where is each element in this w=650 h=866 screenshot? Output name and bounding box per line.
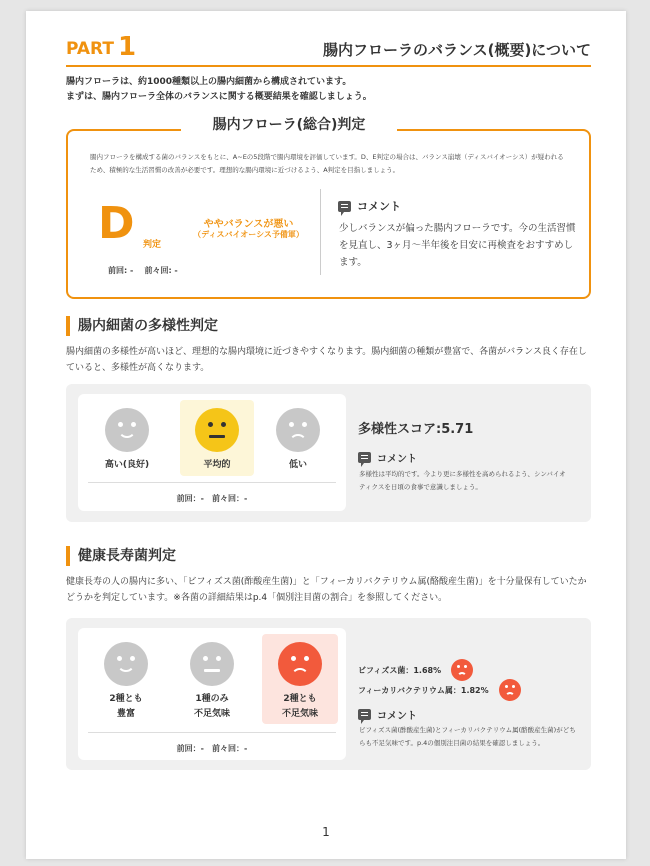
- divider: [320, 189, 321, 275]
- part-label: PART 1: [66, 32, 137, 62]
- page-title: 腸内フローラのバランス(概要)について: [323, 41, 591, 59]
- diversity-section-title: 腸内細菌の多様性判定: [66, 316, 218, 336]
- longevity-option-one-lacking: 1種のみ 不足気味: [176, 634, 248, 724]
- longevity-option-both-rich: 2種とも 豊富: [90, 634, 162, 724]
- longevity-comment: ビフィズス菌(酢酸産生菌)とフィーカリバクテリウム属(酪酸産生菌)がどちらも不足気味です。p.4の個別注目菌の結果を確認しましょう。: [359, 726, 576, 747]
- longevity-option-both-lacking: 2種とも 不足気味: [262, 634, 338, 724]
- longevity-rating-card: [78, 628, 346, 760]
- smile-face-icon: [105, 408, 149, 452]
- diversity-option-high: 高い(良好): [93, 400, 161, 476]
- grade-status: ややバランスが悪い: [203, 219, 294, 230]
- diversity-score: 多様性スコア:5.71: [358, 422, 474, 437]
- grade-letter: D: [98, 198, 135, 249]
- diversity-option-average: 平均的: [180, 400, 254, 476]
- diversity-comment: 多様性は平均的です。今より更に多様性を高められるよう、シンバイオティクスを日頃の食事で意識しましょう。: [359, 470, 566, 491]
- sad-face-icon: [499, 679, 521, 701]
- overall-judgement-box: [66, 129, 591, 299]
- comment-header: コメント: [358, 707, 417, 722]
- divider: [88, 732, 336, 733]
- grade-label: 判定: [143, 240, 162, 250]
- neutral-face-icon: [190, 642, 234, 686]
- comment-icon: [358, 452, 371, 463]
- longevity-history: 前回：- 前々回：-: [176, 744, 248, 753]
- smile-face-icon: [104, 642, 148, 686]
- comment-icon: [358, 709, 371, 720]
- report-page: [26, 11, 626, 859]
- sad-face-icon: [278, 642, 322, 686]
- bifidobacteria-result: ビフィズス菌：1.68%: [358, 659, 473, 681]
- longevity-description: 健康長寿の人の腸内に多い、「ビフィズス菌(酢酸産生菌)」と「フィーカリバクテリウム属(酪酸産生菌)」を十分量保有していたかどうかを判定しています。※各菌の詳細結果はp.4「個別注目菌の割合」を参照してください。: [66, 577, 587, 603]
- page-number: 1: [322, 825, 330, 839]
- sad-face-icon: [276, 408, 320, 452]
- longevity-panel: [66, 618, 591, 770]
- comment-header: コメント: [358, 450, 417, 465]
- comment-icon: [338, 201, 351, 212]
- overall-comment: 少しバランスが偏った腸内フローラです。今の生活習慣を見直し、3ヶ月〜半年後を目安に再検査をおすすめします。: [339, 223, 576, 268]
- comment-header: コメント: [338, 198, 401, 214]
- diversity-option-low: 低い: [264, 400, 332, 476]
- diversity-panel: [66, 384, 591, 522]
- page-header: [66, 31, 591, 67]
- divider: [88, 482, 336, 483]
- neutral-face-icon: [195, 408, 239, 452]
- diversity-history: 前回：- 前々回：-: [176, 494, 248, 503]
- grade-status-sub: （ディスバイオーシス予備軍）: [193, 230, 304, 239]
- diversity-rating-card: [78, 394, 346, 511]
- sad-face-icon: [451, 659, 473, 681]
- longevity-section-title: 健康長寿菌判定: [66, 546, 176, 566]
- intro-text: 腸内フローラは、約1000種類以上の腸内細菌から構成されています。 まずは、腸内フローラ全体のバランスに関する概要結果を確認しましょう。: [66, 77, 372, 102]
- faecalibacterium-result: フィーカリバクテリウム属：1.82%: [358, 679, 521, 701]
- overall-description: 腸内フローラを構成する菌のバランスをもとに、A~Eの5段階で腸内環境を評価しています。D、E判定の場合は、バランス崩壊（ディスバイオーシス）が疑われるため、積極的な生活習慣の改善が必要です。理想的な腸内環境に近づけるよう、A判定を目指しましょう。: [90, 153, 564, 174]
- overall-judgement-title: 腸内フローラ(総合)判定: [181, 112, 397, 138]
- grade-history: 前回: - 前々回: -: [108, 266, 178, 275]
- diversity-description: 腸内細菌の多様性が高いほど、理想的な腸内環境に近づきやすくなります。腸内細菌の種類が豊富で、各菌がバランス良く存在していると、多様性が高くなります。: [66, 347, 587, 373]
